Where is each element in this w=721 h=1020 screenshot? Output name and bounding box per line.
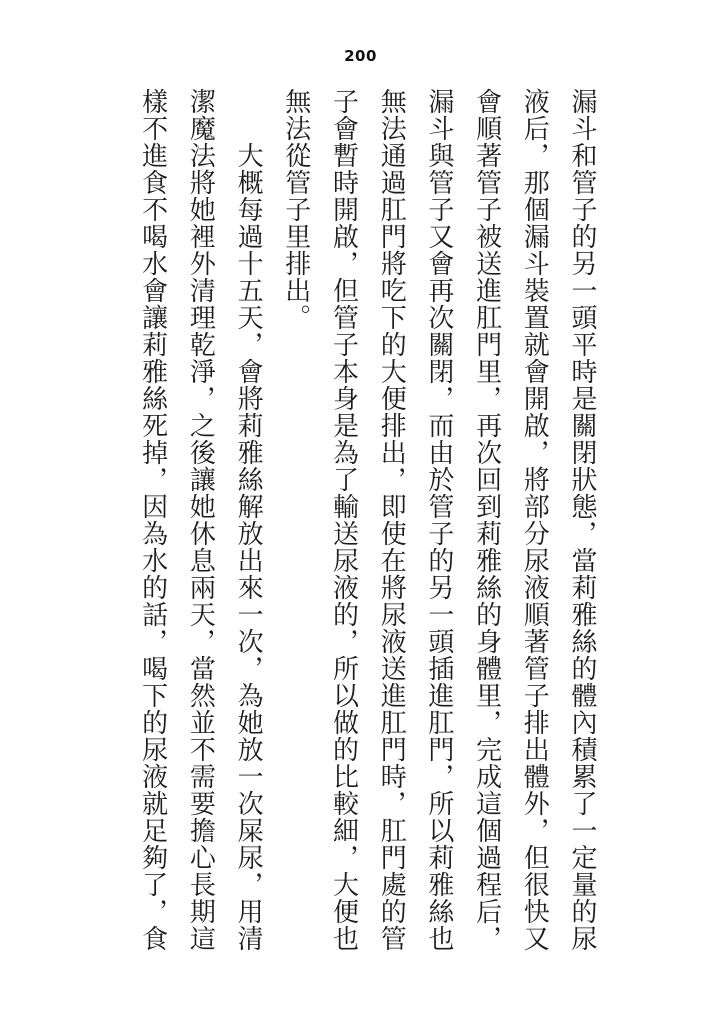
body-text — [123, 88, 605, 956]
paragraph-1: 漏斗和管子的另一頭平時是關閉狀態，當莉雅絲的體內積累了一定量的尿液后，那個漏斗裝置就會開啟，將部分尿液順著管子排出體外，但很快又會順著管子被送進肛門里，再次回到莉雅絲的身體里，完成這個過程后，漏斗與管子又會再次關閉，而由於管子的另一頭插進肛門，所以莉雅絲也無法通過肛門將吃下的大便排出，即使在將尿液送進肛門時，肛門處的管子會暫時開啟，但管子本身是為了輸送尿液的，所以做的比較細，大便也無法從管子里排出。 — [280, 88, 597, 952]
paragraph-2: 大概每過十五天，會將莉雅絲解放出來一次，為她放一次屎尿，用清潔魔法將她裡外清理乾淨，之後讓她休息兩天，當然並不需要擔心長期這樣不進食不喝水會讓莉雅絲死掉，因為水的話，喝下的尿液就足夠了，食 — [137, 88, 264, 952]
page-number: 200 — [344, 47, 377, 65]
